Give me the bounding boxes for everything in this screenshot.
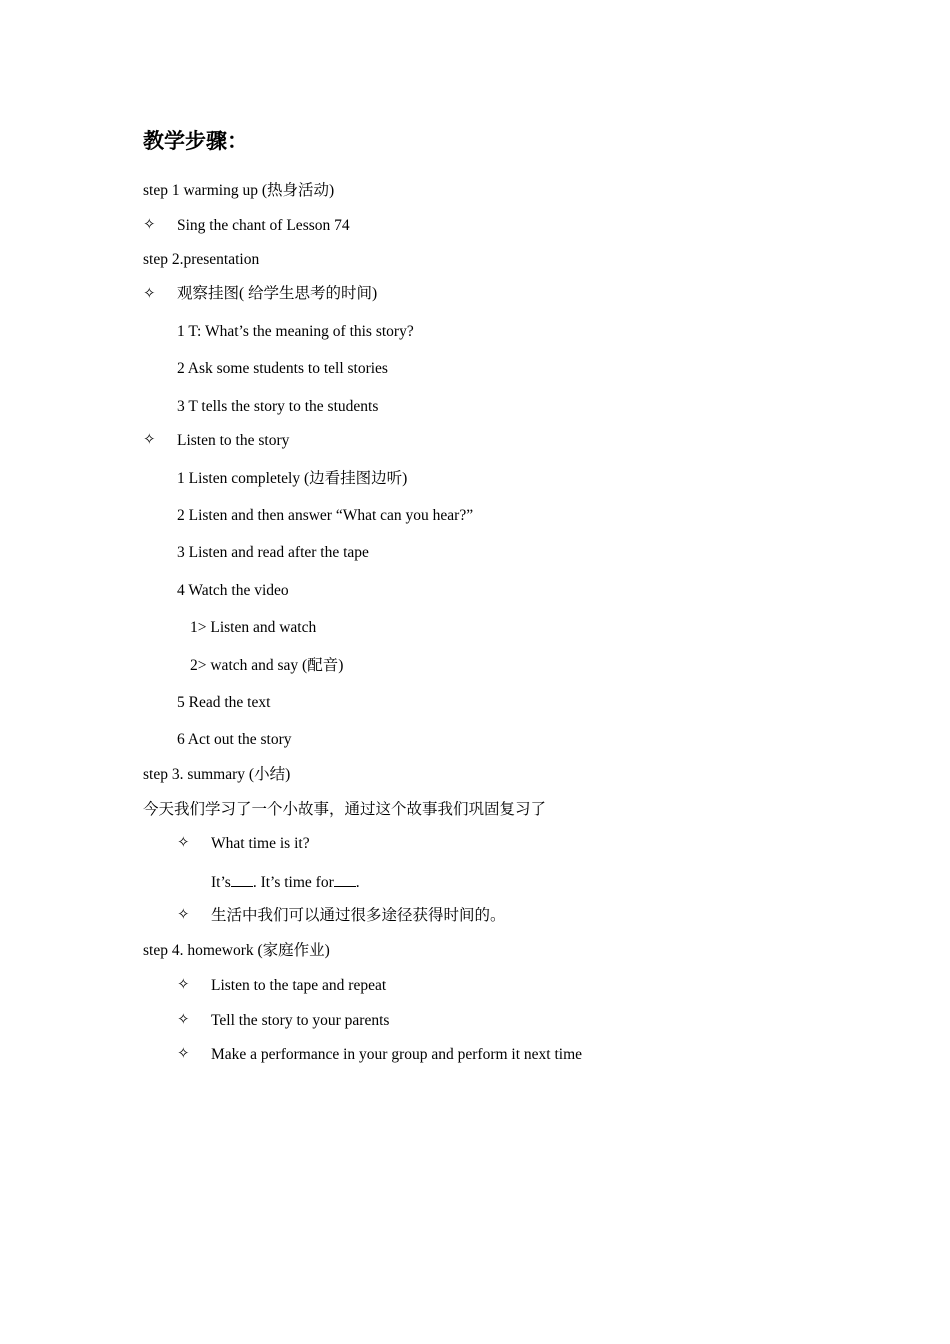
answer-text: It’s [211,874,231,891]
bullet-icon: ✧ [143,217,156,233]
step2-listen-item: 4 Watch the video [177,582,289,599]
step2-listen-item: 1 Listen completely (边看挂图边听) [177,470,408,487]
step2-video-item: 1> Listen and watch [190,619,317,636]
bullet-icon: ✧ [177,1012,190,1028]
step2-observe: 观察挂图( 给学生思考的时间) [177,285,378,302]
step2-observe-item: 2 Ask some students to tell stories [177,360,388,377]
bullet-icon: ✧ [177,1046,190,1062]
step4-item: Make a performance in your group and perform it next time [211,1046,583,1063]
step2-observe-item: 3 T tells the story to the students [177,398,379,415]
step2-listen-item: 5 Read the text [177,694,271,711]
blank-underline [334,872,356,887]
step3-point: 生活中我们可以通过很多途径获得时间的。 [211,907,506,924]
step2-listen-item: 6 Act out the story [177,731,292,748]
bullet-icon: ✧ [177,907,190,923]
step3-intro: 今天我们学习了一个小故事，通过这个故事我们巩固复习了 [143,801,547,818]
step1-heading: step 1 warming up (热身活动) [143,182,335,199]
step4-item: Listen to the tape and repeat [211,977,387,994]
step2-video-item: 2> watch and say (配音) [190,657,344,674]
bullet-icon: ✧ [177,977,190,993]
step1-item: Sing the chant of Lesson 74 [177,217,350,234]
step3-question: What time is it? [211,835,310,852]
step3-answer [211,872,360,893]
blank-underline [231,872,253,887]
page-title: 教学步骤： [143,129,248,153]
bullet-icon: ✧ [143,286,156,302]
bullet-icon: ✧ [143,432,156,448]
step2-listen: Listen to the story [177,432,290,449]
step2-heading: step 2.presentation [143,251,260,268]
bullet-icon: ✧ [177,835,190,851]
step3-heading: step 3. summary (小结) [143,766,291,783]
step2-observe-item: 1 T: What’s the meaning of this story? [177,323,414,340]
step2-listen-item: 3 Listen and read after the tape [177,544,369,561]
step2-listen-item: 2 Listen and then answer “What can you hear?” [177,507,474,524]
step4-item: Tell the story to your parents [211,1012,390,1029]
step4-heading: step 4. homework (家庭作业) [143,942,330,959]
answer-text: . [355,874,360,891]
answer-text: . It’s time for [252,874,334,891]
